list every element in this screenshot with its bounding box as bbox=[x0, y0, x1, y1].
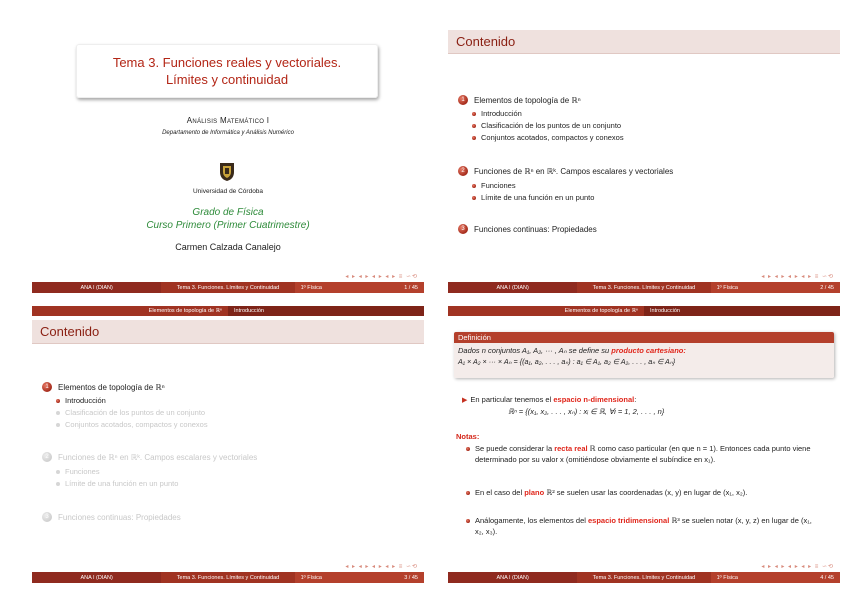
bullet-icon bbox=[472, 124, 476, 128]
footer-course: 1º Física bbox=[716, 574, 738, 581]
toc-section-1[interactable]: 1 Elementos de topología de ℝⁿ bbox=[458, 95, 581, 105]
footer-left: ANA I (DIAN) bbox=[32, 572, 161, 583]
bullet-icon bbox=[56, 399, 60, 403]
toc-sub-1-3[interactable]: Conjuntos acotados, compactos y conexos bbox=[56, 420, 208, 429]
footer-page: 4 / 45 bbox=[820, 574, 834, 581]
toc-sub-1-2[interactable]: Clasificación de los puntos de un conjunto bbox=[472, 121, 621, 130]
section-strip bbox=[32, 306, 424, 316]
toc-sub-1-2[interactable]: Clasificación de los puntos de un conjunto bbox=[56, 408, 205, 417]
department: Departamento de Informática y Análisis Numérico bbox=[162, 130, 294, 136]
footer-course: 1º Física bbox=[716, 284, 738, 291]
definition-text: Dados n conjuntos A₁, A₂, ··· , Aₙ se define su bbox=[458, 346, 612, 355]
footer-center: Tema 3. Funciones. Límites y Continuidad bbox=[161, 282, 294, 293]
university: Universidad de Córdoba bbox=[192, 188, 264, 195]
section-number-icon: 2 bbox=[42, 452, 52, 462]
section-number-icon: 3 bbox=[458, 224, 468, 234]
triangle-bullet-icon: ▶ bbox=[462, 397, 468, 404]
notas-heading: Notas: bbox=[456, 432, 480, 441]
beamer-nav-icon[interactable]: ◂ ▸ ◂ ▸ ◂ ▸ ◂ ▸ ≡ ∽⟲ bbox=[345, 274, 418, 280]
footer-page: 1 / 45 bbox=[404, 284, 418, 291]
frame-title: Contenido bbox=[32, 320, 424, 344]
footer-left: ANA I (DIAN) bbox=[32, 282, 161, 293]
footer bbox=[32, 572, 424, 583]
bullet-icon bbox=[466, 447, 470, 451]
footer-center: Tema 3. Funciones. Límites y Continuidad bbox=[161, 572, 294, 583]
toc-sub-1-1[interactable]: Introducción bbox=[56, 396, 106, 405]
strip-section[interactable]: Elementos de topología de ℝⁿ bbox=[32, 306, 228, 316]
bullet-icon bbox=[472, 136, 476, 140]
university-crest-icon bbox=[218, 160, 236, 182]
bullet-icon bbox=[472, 112, 476, 116]
toc-sub-1-3[interactable]: Conjuntos acotados, compactos y conexos bbox=[472, 133, 624, 142]
definition-title: Definición bbox=[454, 332, 834, 343]
footer bbox=[448, 572, 840, 583]
footer bbox=[32, 282, 424, 293]
note-3: Análogamente, los elementos del espacio tridimensional ℝ³ se suelen notar (x, y, z) en lugar de (x₁, x₂, x₃). bbox=[466, 516, 822, 537]
toc-sub-2-1[interactable]: Funciones bbox=[56, 467, 100, 476]
bullet-icon bbox=[56, 470, 60, 474]
title-line1: Tema 3. Funciones reales y vectoriales. bbox=[112, 55, 342, 70]
beamer-nav-icon[interactable]: ◂ ▸ ◂ ▸ ◂ ▸ ◂ ▸ ≡ ∽⟲ bbox=[761, 274, 834, 280]
footer-page: 2 / 45 bbox=[820, 284, 834, 291]
section-number-icon: 3 bbox=[42, 512, 52, 522]
frame-title: Contenido bbox=[448, 30, 840, 54]
bullet-icon bbox=[56, 423, 60, 427]
bullet-icon bbox=[466, 519, 470, 523]
bullet-icon bbox=[472, 184, 476, 188]
note-1: Se puede considerar la recta real ℝ como caso particular (en que n = 1). Entonces cada punto viene determinado por su valor x (omitiéndose obviamente el subíndice en x₁). bbox=[466, 444, 822, 465]
strip-subsection[interactable]: Introducción bbox=[644, 306, 840, 316]
footer-left: ANA I (DIAN) bbox=[448, 282, 577, 293]
slide-toc bbox=[448, 16, 840, 293]
course: Curso Primero (Primer Cuatrimestre) bbox=[146, 220, 310, 231]
toc-section-2[interactable]: 2 Funciones de ℝⁿ en ℝᵏ. Campos escalares y vectoriales bbox=[458, 166, 673, 176]
title-box bbox=[76, 44, 378, 98]
bullet-icon bbox=[56, 411, 60, 415]
degree: Grado de Física bbox=[192, 207, 264, 218]
toc-sub-2-2[interactable]: Límite de una función en un punto bbox=[472, 193, 594, 202]
toc-section-3[interactable]: 3 Funciones continuas: Propiedades bbox=[458, 224, 597, 234]
slide-toc-highlight bbox=[32, 306, 424, 583]
note-2: En el caso del plano ℝ² se suelen usar las coordenadas (x, y) en lugar de (x₁, x₂). bbox=[466, 488, 822, 499]
footer-course: 1º Física bbox=[300, 284, 322, 291]
title-line2: Límites y continuidad bbox=[165, 72, 289, 87]
section-number-icon: 1 bbox=[458, 95, 468, 105]
bullet-icon bbox=[56, 482, 60, 486]
formula-rn: ℝⁿ = {(x₁, x₂, . . . , xₙ) : xᵢ ∈ ℝ, ∀i = 1, 2, . . . , n} bbox=[508, 407, 665, 416]
footer-left: ANA I (DIAN) bbox=[448, 572, 577, 583]
footer-center: Tema 3. Funciones. Límites y Continuidad bbox=[577, 572, 710, 583]
footer bbox=[448, 282, 840, 293]
section-number-icon: 1 bbox=[42, 382, 52, 392]
footer-course: 1º Física bbox=[300, 574, 322, 581]
beamer-nav-icon[interactable]: ◂ ▸ ◂ ▸ ◂ ▸ ◂ ▸ ≡ ∽⟲ bbox=[345, 564, 418, 570]
bullet-icon bbox=[466, 491, 470, 495]
slide-title bbox=[32, 16, 424, 293]
definition-formula: A₁ × A₂ × ··· × Aₙ = {(a₁, a₂, . . . , aₙ) : a₁ ∈ A₁, a₂ ∈ A₂, . . . , aₙ ∈ Aₙ} bbox=[458, 357, 676, 366]
toc-sub-2-1[interactable]: Funciones bbox=[472, 181, 516, 190]
toc-section-2[interactable]: 2 Funciones de ℝⁿ en ℝᵏ. Campos escalares y vectoriales bbox=[42, 452, 257, 462]
section-strip bbox=[448, 306, 840, 316]
section-number-icon: 2 bbox=[458, 166, 468, 176]
beamer-nav-icon[interactable]: ◂ ▸ ◂ ▸ ◂ ▸ ◂ ▸ ≡ ∽⟲ bbox=[761, 564, 834, 570]
bullet-icon bbox=[472, 196, 476, 200]
footer-page: 3 / 45 bbox=[404, 574, 418, 581]
subject: Análisis Matemático I bbox=[186, 116, 270, 125]
toc-section-3[interactable]: 3 Funciones continuas: Propiedades bbox=[42, 512, 181, 522]
footer-center: Tema 3. Funciones. Límites y Continuidad bbox=[577, 282, 710, 293]
toc-sub-2-2[interactable]: Límite de una función en un punto bbox=[56, 479, 178, 488]
strip-section[interactable]: Elementos de topología de ℝⁿ bbox=[448, 306, 644, 316]
strip-subsection[interactable]: Introducción bbox=[228, 306, 424, 316]
toc-sub-1-1[interactable]: Introducción bbox=[472, 109, 522, 118]
definition-term: producto cartesiano: bbox=[611, 346, 686, 355]
author: Carmen Calzada Canalejo bbox=[175, 242, 281, 252]
toc-section-1[interactable]: 1 Elementos de topología de ℝⁿ bbox=[42, 382, 165, 392]
paragraph-n-dimensional: ▶ En particular tenemos el espacio n-dimensional: bbox=[462, 395, 637, 404]
definition-block bbox=[454, 332, 834, 378]
slide-definition bbox=[448, 306, 840, 583]
